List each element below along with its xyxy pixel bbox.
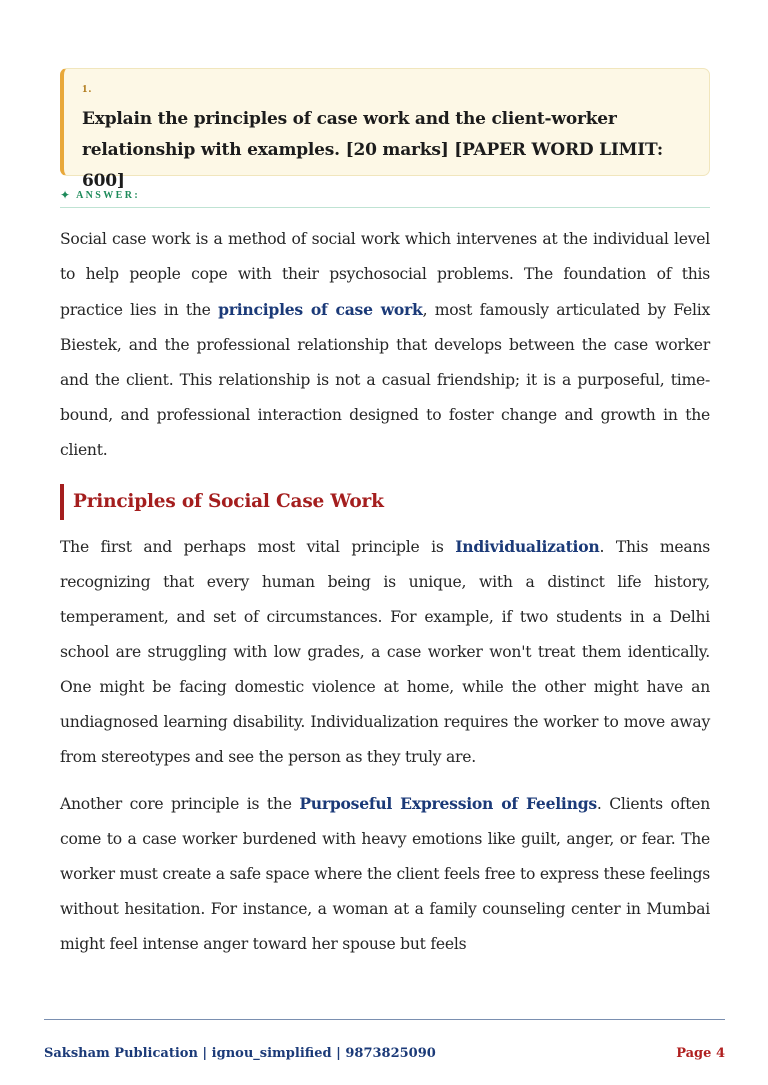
section-heading: Principles of Social Case Work	[60, 484, 384, 520]
answer-label-row	[60, 187, 710, 203]
paragraph-expression-of-feelings	[60, 786, 710, 962]
answer-divider	[60, 207, 710, 208]
sparkle-icon: ✦	[60, 188, 71, 202]
paragraph-text: Another core principle is the	[60, 795, 300, 813]
paragraph-text: . Clients often come to a case worker burdened with heavy emotions like guilt, anger, or fear. The worker must create a safe space where the client feels free to express these feelings without hesitation. For instance, a woman at a family counseling center in Mumbai might feel intense anger toward her spouse but feels	[60, 795, 711, 953]
paragraph-text: The first and perhaps most vital principle is	[60, 538, 456, 556]
footer-publisher: Saksham Publication | ignou_simplified | 9873825090	[44, 1046, 436, 1061]
answer-label: ANSWER:	[76, 189, 141, 201]
paragraph-text: , most famously articulated by Felix Biestek, and the professional relationship that develops between the case worker and the client. This relationship is not a casual friendship; it is a purposeful, time-bound, and professional interaction designed to foster change and growth in the client.	[60, 301, 710, 459]
footer-divider	[44, 1019, 725, 1020]
key-term: Individualization	[455, 537, 600, 556]
paragraph-individualization	[60, 529, 710, 775]
paragraph-text: Social case work is a method of social work which intervenes at the individual level to help people cope with their psychosocial problems. The foundation of this practice lies in the	[60, 230, 710, 319]
paragraph-text: . This means recognizing that every human being is unique, with a distinct life history, temperament, and set of circumstances. For example, if two students in a Delhi school are struggling with low grades, a case worker won't treat them identically. One might be facing domestic violence at home, while the other might have an undiagnosed learning disability. Individualization requires the worker to move away from stereotypes and see the person as they truly are.	[60, 538, 710, 766]
page-number: Page 4	[676, 1046, 725, 1061]
paragraph-intro	[60, 222, 710, 468]
key-term: Purposeful Expression of Feelings	[299, 794, 597, 813]
key-term: principles of case work	[218, 300, 423, 319]
question-number: 1.	[82, 83, 93, 95]
question-box	[60, 68, 710, 191]
question-text: Explain the principles of case work and the client-worker relationship with examples. [20 marks] [PAPER WORD LIMIT: 600]	[82, 109, 663, 191]
